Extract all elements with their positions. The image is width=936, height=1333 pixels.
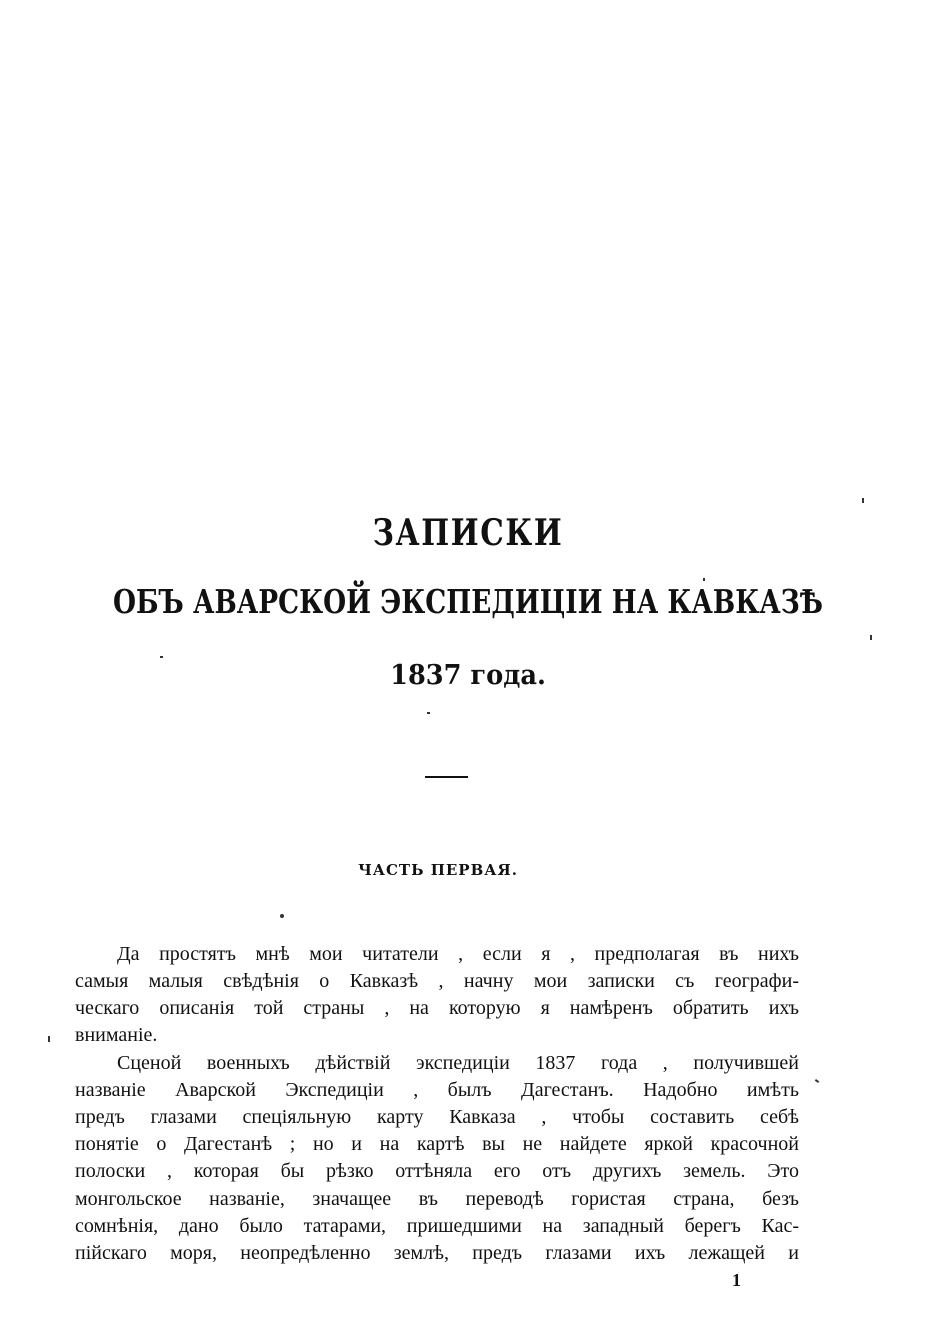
title-subtitle: ОБЪ АВАРСКОЙ ЭКСПЕДИЦІИ НА КАВКАЗѢ (112, 582, 824, 621)
part-heading: ЧАСТЬ ПЕРВАЯ. (358, 861, 518, 879)
text-line: понятіе о Дагестанѣ ; но и на картѣ вы не найдете яркой красочной (75, 1133, 799, 1155)
text-line: полоски , которая бы рѣзко оттѣняла его отъ другихъ земель. Это (75, 1160, 799, 1182)
scan-speck (703, 578, 705, 581)
title-main: ЗАПИСКИ (372, 512, 564, 554)
text-line: монгольское названіе, значащее въ переводѣ гористая страна, безъ (75, 1188, 799, 1210)
page-number: 1 (732, 1270, 741, 1290)
text-line: предъ глазами спеціяльную карту Кавказа , чтобы составить себѣ (75, 1106, 799, 1128)
text-line: сомнѣнія, дано было татарами, пришедшими на западный берегъ Кас- (75, 1215, 799, 1237)
scan-speck (160, 656, 163, 658)
text-line: вниманіе. (75, 1024, 158, 1046)
text-line: пійскаго моря, неопредѣленно землѣ, предъ глазами ихъ лежащей и (75, 1242, 799, 1264)
scan-speck (870, 635, 872, 640)
scan-speck (815, 1079, 819, 1083)
text-line: названіе Аварской Экспедиціи , былъ Дагестанъ. Надобно имѣть (75, 1079, 799, 1101)
scan-speck (427, 712, 430, 714)
title-year: 1837 года. (390, 660, 546, 691)
separator-rule (425, 776, 468, 778)
scan-speck (280, 914, 284, 918)
scan-speck (862, 498, 864, 503)
text-line: ческаго описанія той страны , на которую я намѣренъ обратить ихъ (75, 997, 799, 1019)
text-line: самыя малыя свѣдѣнія о Кавказѣ , начну мои записки съ географи- (75, 970, 799, 992)
scan-speck (48, 1036, 50, 1042)
text-line: Сценой военныхъ дѣйствій экспедиціи 1837 года , получившей (117, 1052, 799, 1074)
text-line: Да простятъ мнѣ мои читатели , если я , предполагая въ нихъ (117, 943, 799, 965)
